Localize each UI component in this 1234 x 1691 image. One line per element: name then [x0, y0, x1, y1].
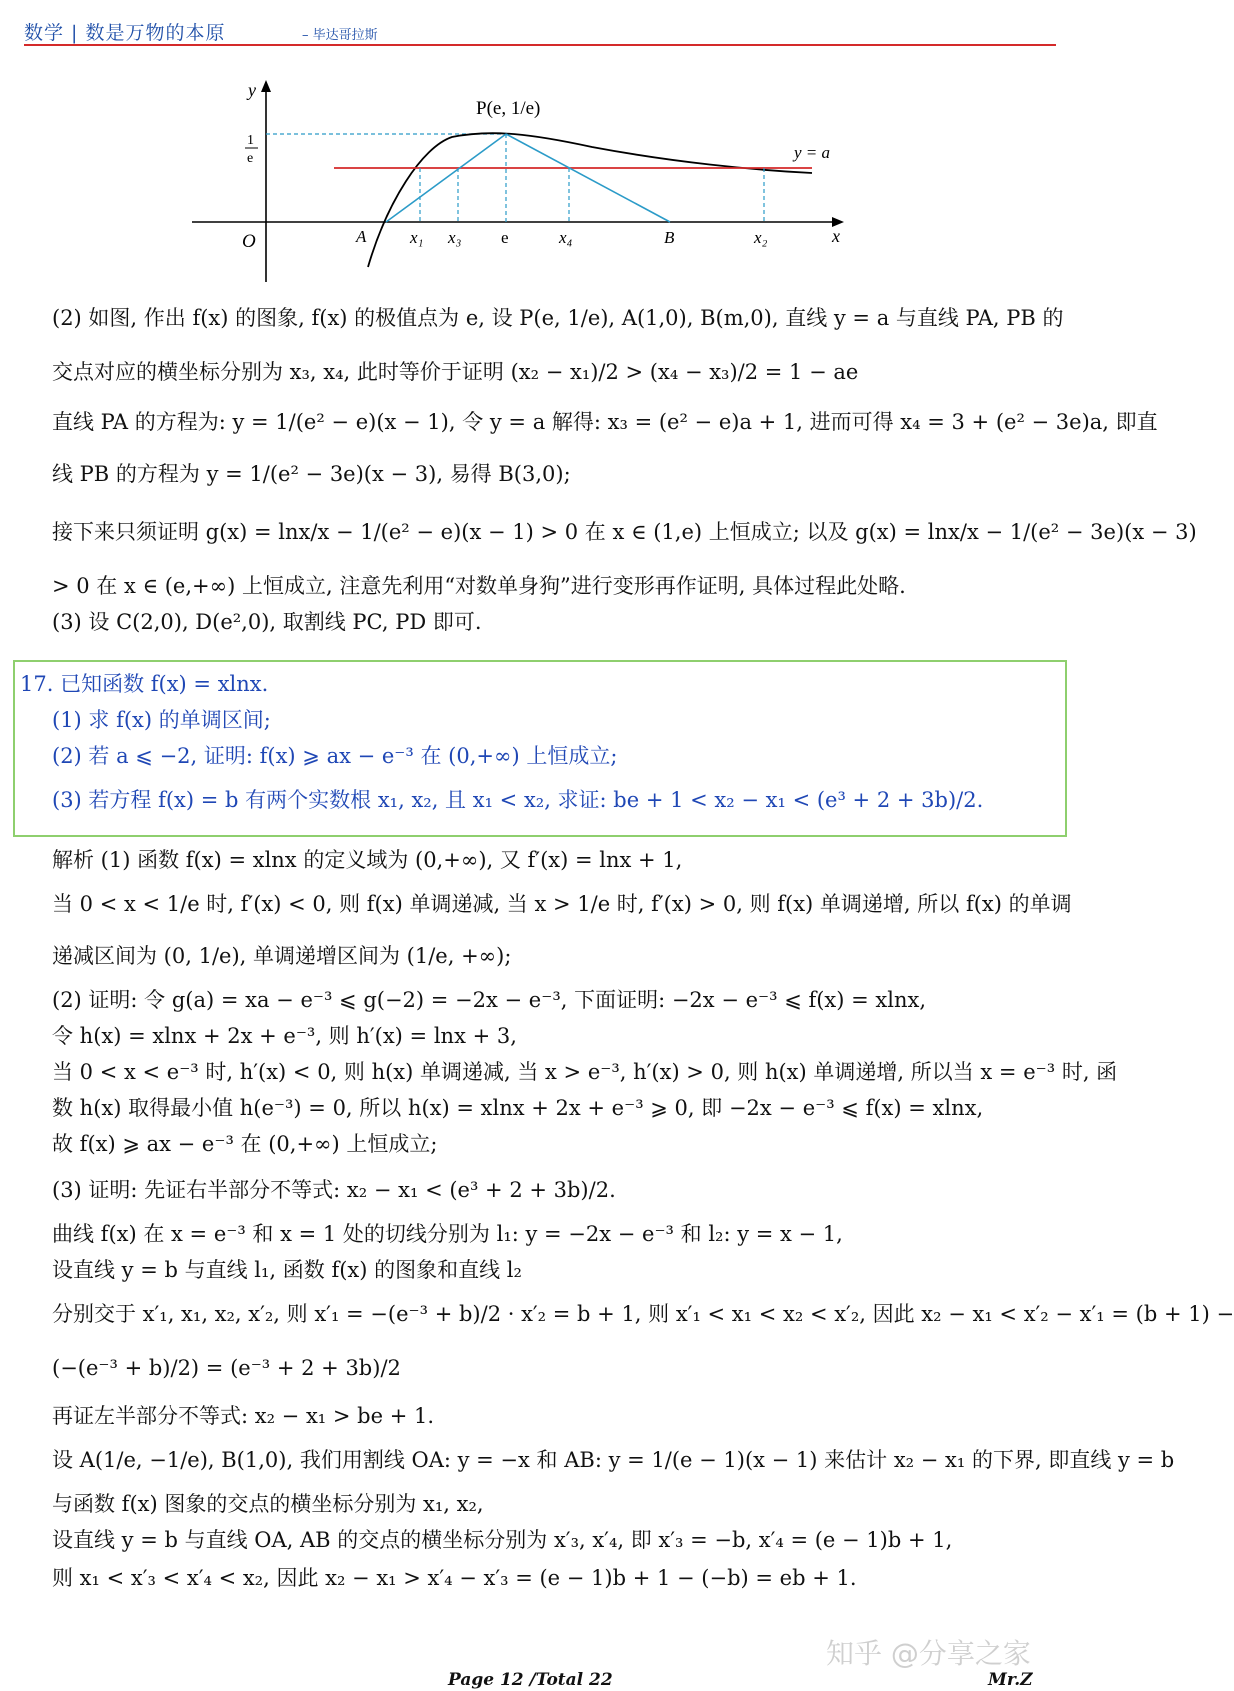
- watermark: 知乎 @分享之家: [826, 1637, 1031, 1670]
- line-y-a-label: y = a: [794, 143, 831, 162]
- text-line: (3) 设 C(2,0), D(e²,0), 取割线 PC, PD 即可.: [52, 610, 482, 634]
- problem-title: 17. 已知函数 f(x) = xlnx.: [20, 672, 269, 696]
- label-x2: x₂: [754, 228, 768, 247]
- solution-line: 令 h(x) = xlnx + 2x + e⁻³, 则 h′(x) = lnx + 3,: [52, 1024, 517, 1048]
- label-e: e: [501, 228, 509, 247]
- solution-line: 再证左半部分不等式: x₂ − x₁ > be + 1.: [52, 1404, 435, 1428]
- text-line: 线 PB 的方程为 y = 1/(e² − 3e)(x − 3), 易得 B(3,0);: [52, 462, 571, 486]
- label-x3: x₃: [448, 228, 462, 247]
- y-axis-arrow: [261, 80, 271, 92]
- y-tick-numerator: 1: [247, 133, 254, 148]
- label-A: A: [356, 227, 367, 246]
- y-tick-denominator: e: [247, 151, 254, 166]
- problem-q2: (2) 若 a ⩽ −2, 证明: f(x) ⩾ ax − e⁻³ 在 (0,+∞) 上恒成立;: [52, 744, 618, 768]
- label-B: B: [664, 228, 675, 247]
- x-axis-label: x: [832, 226, 840, 246]
- solution-line: 解析 (1) 函数 f(x) = xlnx 的定义域为 (0,+∞), 又 f′(x) = lnx + 1,: [52, 848, 683, 872]
- text-line: 交点对应的横坐标分别为 x₃, x₄, 此时等价于证明 (x₂ − x₁)/2 > (x₄ − x₃)/2 = 1 − ae: [52, 360, 859, 384]
- author: Mr.Z: [988, 1670, 1033, 1690]
- text-line: (2) 如图, 作出 f(x) 的图象, f(x) 的极值点为 e, 设 P(e, 1/e), A(1,0), B(m,0), 直线 y = a 与直线 PA, PB 的: [52, 306, 1064, 330]
- header-quote: – 毕达哥拉斯: [302, 28, 378, 43]
- solution-line: 故 f(x) ⩾ ax − e⁻³ 在 (0,+∞) 上恒成立;: [52, 1132, 438, 1156]
- origin-label: O: [242, 231, 256, 252]
- solution-line: 当 0 < x < e⁻³ 时, h′(x) < 0, 则 h(x) 单调递减, 当 x > e⁻³, h′(x) > 0, 则 h(x) 单调递增, 所以当 x = e⁻³ 时, 函: [52, 1060, 1118, 1084]
- solution-line: 递减区间为 (0, 1/e), 单调递增区间为 (1/e, +∞);: [52, 944, 512, 968]
- label-x1: x₁: [410, 228, 424, 247]
- solution-line: 设直线 y = b 与直线 l₁, 函数 f(x) 的图象和直线 l₂: [52, 1258, 522, 1282]
- solution-line: 数 h(x) 取得最小值 h(e⁻³) = 0, 所以 h(x) = xlnx + 2x + e⁻³ ⩾ 0, 即 −2x − e⁻³ ⩽ f(x) = xlnx,: [52, 1096, 984, 1120]
- solution-line: 则 x₁ < x′₃ < x′₄ < x₂, 因此 x₂ − x₁ > x′₄ − x′₃ = (e − 1)b + 1 − (−b) = eb + 1.: [52, 1566, 857, 1590]
- label-x4: x₄: [559, 228, 573, 247]
- page-number: Page 12 /Total 22: [448, 1670, 613, 1690]
- header-title: 数学 | 数是万物的本原: [24, 22, 226, 44]
- solution-line: 分别交于 x′₁, x₁, x₂, x′₂, 则 x′₁ = −(e⁻³ + b)/2 · x′₂ = b + 1, 则 x′₁ < x₁ < x₂ < x′₂, 因此 x₂ − x₁ < x′₂ − x′₁ = (b + 1) −: [52, 1302, 1234, 1326]
- solution-line: 设直线 y = b 与直线 OA, AB 的交点的横坐标分别为 x′₃, x′₄, 即 x′₃ = −b, x′₄ = (e − 1)b + 1,: [52, 1528, 953, 1552]
- text-line: 接下来只须证明 g(x) = lnx/x − 1/(e² − e)(x − 1) > 0 在 x ∈ (1,e) 上恒成立; 以及 g(x) = lnx/x − 1/(e² − 3e)(x − 3): [52, 520, 1197, 544]
- solution-line: (3) 证明: 先证右半部分不等式: x₂ − x₁ < (e³ + 2 + 3b)/2.: [52, 1178, 616, 1202]
- solution-line: 设 A(1/e, −1/e), B(1,0), 我们用割线 OA: y = −x 和 AB: y = 1/(e − 1)(x − 1) 来估计 x₂ − x₁ 的下界, 即直线 y = b: [52, 1448, 1175, 1472]
- point-P-label: P(e, 1/e): [476, 98, 541, 119]
- header-rule: [24, 44, 1056, 46]
- curve-f: [368, 133, 812, 267]
- problem-q3: (3) 若方程 f(x) = b 有两个实数根 x₁, x₂, 且 x₁ < x₂, 求证: be + 1 < x₂ − x₁ < (e³ + 2 + 3b)/2.: [52, 788, 984, 812]
- text-line: 直线 PA 的方程为: y = 1/(e² − e)(x − 1), 令 y = a 解得: x₃ = (e² − e)a + 1, 进而可得 x₄ = 3 + (e² − 3e)a, 即直: [52, 410, 1158, 434]
- problem-q1: (1) 求 f(x) 的单调区间;: [52, 708, 271, 732]
- line-PB: [506, 134, 670, 222]
- solution-line: 与函数 f(x) 图象的交点的横坐标分别为 x₁, x₂,: [52, 1492, 484, 1516]
- y-axis-label: y: [248, 80, 256, 100]
- solution-line: 曲线 f(x) 在 x = e⁻³ 和 x = 1 处的切线分别为 l₁: y = −2x − e⁻³ 和 l₂: y = x − 1,: [52, 1222, 843, 1246]
- solution-line: 当 0 < x < 1/e 时, f′(x) < 0, 则 f(x) 单调递减, 当 x > 1/e 时, f′(x) > 0, 则 f(x) 单调递增, 所以 f(x) 的单调: [52, 892, 1072, 916]
- solution-line: (−(e⁻³ + b)/2) = (e⁻³ + 2 + 3b)/2: [52, 1356, 401, 1380]
- line-PA: [386, 134, 506, 222]
- text-line: > 0 在 x ∈ (e,+∞) 上恒成立, 注意先利用“对数单身狗”进行变形再作证明, 具体过程此处略.: [52, 574, 906, 598]
- solution-line: (2) 证明: 令 g(a) = xa − e⁻³ ⩽ g(−2) = −2x − e⁻³, 下面证明: −2x − e⁻³ ⩽ f(x) = xlnx,: [52, 988, 927, 1012]
- page-header: [24, 14, 1056, 48]
- function-graph: [192, 72, 892, 294]
